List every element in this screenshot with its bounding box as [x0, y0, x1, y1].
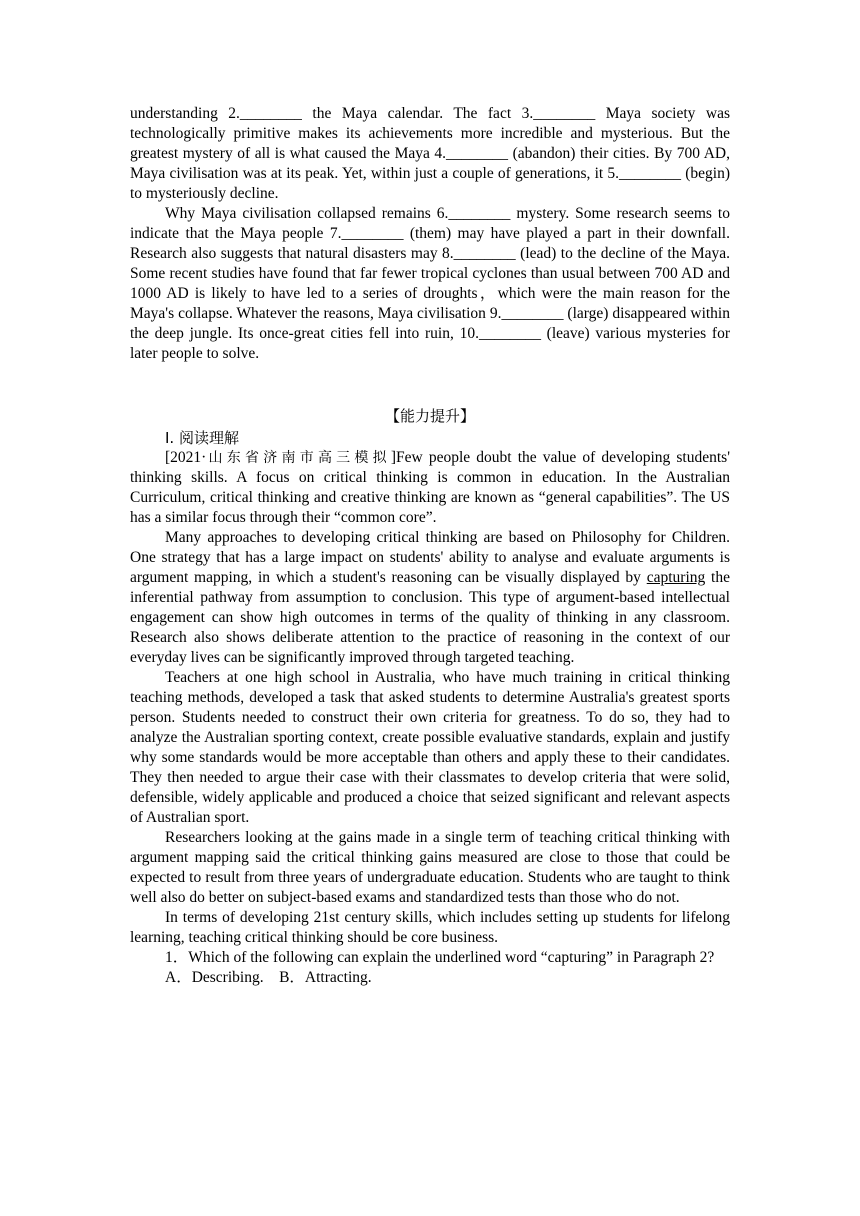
cloze-paragraph-1: understanding 2.________ the Maya calendar. The fact 3.________ Maya society was technologically primitive makes its achievements more incredible and mysterious. But the greatest mystery of all is what caused the Maya 4.________ (abandon) their cities. By 700 AD, Maya civilisation was at its peak. Yet, within just a couple of generations, it 5.________ (begin) to mysteriously decline. — [130, 105, 730, 202]
source-location: 山东省济南市高三模拟 — [206, 450, 391, 466]
paragraph-1-text: ]Few people doubt the value of developing students' thinking skills. A focus on critical thinking is common in education. In the Australian Curriculum, critical thinking and creative thinking are known as “general capabilities”. The US has a similar focus through their “common core”. — [130, 449, 730, 526]
reading-paragraph-4: Researchers looking at the gains made in a single term of teaching critical thinking with argument mapping said the critical thinking gains measured are close to those that could be expected to result from three years of undergraduate education. Students who are taught to think well also do better on subject-based exams and standardized tests than those who do not. — [130, 829, 730, 906]
paragraph-2-before: Many approaches to developing critical thinking are based on Philosophy for Children. One strategy that has a large impact on students' ability to analyse and evaluate arguments is argument mapping, in which a student's reasoning can be visually displayed by — [130, 529, 730, 586]
question-1-stem: 1．Which of the following can explain the underlined word “capturing” in Paragraph 2? — [165, 949, 715, 966]
paragraph-2-after: the inferential pathway from assumption to conclusion. This type of argument-based intellectual engagement can show high outcomes in terms of the quality of thinking in any classroom. Research also shows deliberate attention to the practice of reasoning in the context of our everyday lives can be significantly improved through targeted teaching. — [130, 569, 730, 666]
underlined-word: capturing — [646, 569, 706, 586]
reading-paragraph-3: Teachers at one high school in Australia, who have much training in critical thinking teaching methods, developed a task that asked students to determine Australia's greatest sports person. Students needed to construct their own criteria for greatness. To do so, they had to analyze the Australian sporting context, create possible evaluative standards, explain and justify why some standards would be more acceptable than others and apply these to their candidates. They then needed to argue their case with their classmates to develop criteria that were solid, defensible, widely applicable and produced a choice that seized significant and relevant aspects of Australian sport. — [130, 669, 730, 826]
reading-paragraph-2 — [130, 528, 730, 668]
cloze-paragraph-2: Why Maya civilisation collapsed remains 6.________ mystery. Some research seems to indicate that the Maya people 7.________ (them) may have played a part in their downfall. Research also suggests that natural disasters may 8.________ (lead) to the decline of the Maya. Some recent studies have found that far fewer tropical cyclones than usual between 700 AD and 1000 AD is likely to have led to a series of droughts，which were the main reason for the Maya's collapse. Whatever the reasons, Maya civilisation 9.________ (large) disappeared within the deep jungle. Its once-great cities fell into ruin, 10.________ (leave) various mysteries for later people to solve. — [130, 205, 730, 362]
reading-paragraph-5: In terms of developing 21st century skills, which includes setting up students for lifelong learning, teaching critical thinking should be core business. — [130, 909, 730, 946]
reading-paragraph-1 — [130, 448, 730, 528]
question-1-options: A．Describing. B．Attracting. — [165, 969, 372, 986]
source-open: [2021· — [165, 449, 207, 466]
document-content — [130, 104, 730, 988]
reading-section-label: Ⅰ. 阅读理解 — [165, 429, 239, 447]
section-heading: 【能力提升】 — [384, 407, 475, 425]
